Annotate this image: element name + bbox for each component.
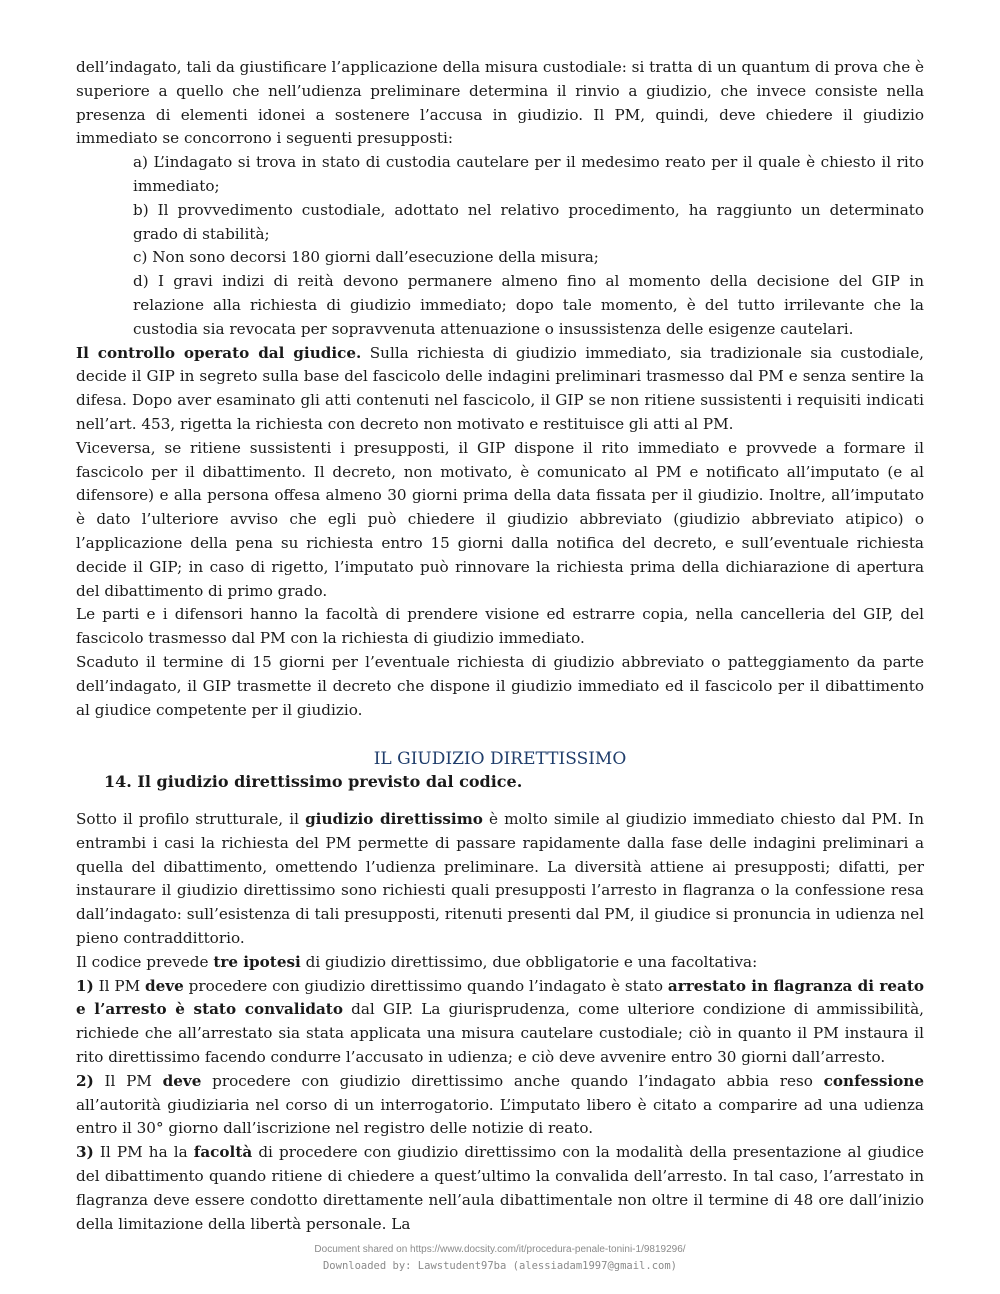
scaduto-paragraph: Scaduto il termine di 15 giorni per l’eventuale richiesta di giudizio abbreviato o patteggiamento da parte dell’indagato, il GIP trasmette il decreto che dispone il giudizio immediato ed il fascicolo per il dibattimento al giudice competente per il giudizio. bbox=[76, 652, 924, 719]
structure-paragraph bbox=[76, 808, 924, 951]
text-run: Sotto il profilo strutturale, il bbox=[76, 810, 306, 828]
list-item-b: b) Il provvedimento custodiale, adottato nel relativo procedimento, ha raggiunto un determinato grado di stabilità; bbox=[133, 200, 924, 243]
hypothesis-1 bbox=[76, 975, 924, 1070]
text-run: procedere con giudizio direttissimo anche quando l’indagato abbia reso bbox=[201, 1071, 824, 1090]
bold-term: arrestato in flagranza di reato e l’arresto è stato convalidato bbox=[76, 976, 924, 1019]
text-run: Il PM ha la bbox=[93, 1143, 194, 1162]
text-run: è molto simile al giudizio immediato chiesto dal PM. In entrambi i casi la richiesta del PM permette di passare rapidamente dalla fase delle indagini preliminari a quella del dibattimento, omettendo l’udienza preliminare. La diversità attiene ai presupposti; difatti, per instaurare il giudizio direttissimo sono richiesti quali presupposti l’arresto in flagranza o la confessione resa dall’indagato: sull’esistenza di tali presupposti, ritenuti presenti dal PM, il giudice si pronuncia in udienza nel pieno contraddittorio. bbox=[76, 810, 924, 947]
bold-term: deve bbox=[162, 1071, 202, 1090]
intro-paragraph: dell’indagato, tali da giustificare l’applicazione della misura custodiale: si tratta di un quantum di prova che è superiore a quello che nell’udienza preliminare determina il rinvio a giudizio, che invece consiste nella presenza di elementi idonei a sostenere l’accusa in giudizio. Il PM, quindi, deve chiedere il giudizio immediato se concorrono i seguenti presupposti: bbox=[76, 58, 924, 148]
parti-paragraph: Le parti e i difensori hanno la facoltà di prendere visione ed estrarre copia, nella cancelleria del GIP, del fascicolo trasmesso dal PM con la richiesta di giudizio immediato. bbox=[76, 605, 924, 648]
list-item-a: a) L’indagato si trova in stato di custodia cautelare per il medesimo reato per il quale è chiesto il rito immediato; bbox=[133, 153, 924, 195]
bold-term: giudizio direttissimo bbox=[305, 810, 483, 828]
hypothesis-2 bbox=[76, 1070, 924, 1141]
bold-term: facoltà bbox=[193, 1143, 253, 1162]
section-body bbox=[76, 808, 924, 1236]
viceversa-paragraph: Viceversa, se ritiene sussistenti i presupposti, il GIP dispone il rito immediato e provvede a formare il fascicolo per il dibattimento. Il decreto, non motivato, è comunicato al PM e notificato all’imputato (e al difensore) e alla persona offesa almeno 30 giorni prima della data fissata per il giudizio. Inoltre, all’imputato è dato l’ulteriore avviso che egli può chiedere il giudizio abbreviato (giudizio abbreviato atipico) o l’applicazione della pena su richiesta entro 15 giorni dalla notifica del decreto, e sull’eventuale richiesta decide il GIP; in caso di rigetto, l’imputato può rinnovare la richiesta prima della dichiarazione di apertura del dibattimento di primo grado. bbox=[76, 438, 924, 600]
text-run: Il codice prevede bbox=[76, 952, 214, 971]
footer-downloaded-by: Downloaded by: Lawstudent97ba (alessiadam1997@gmail.com) bbox=[322, 1260, 677, 1272]
hypothesis-number: 2) bbox=[76, 1071, 94, 1090]
section-title: IL GIUDIZIO DIRETTISSIMO bbox=[373, 749, 627, 769]
text-run: Il PM bbox=[93, 976, 145, 995]
text-run: di giudizio direttissimo, due obbligatorie e una facoltativa: bbox=[300, 952, 758, 971]
hypothesis-number: 1) bbox=[76, 976, 94, 995]
text-run: procedere con giudizio direttissimo quando l’indagato è stato bbox=[183, 976, 668, 995]
text-run: all’autorità giudiziaria nel corso di un interrogatorio. L’imputato libero è citato a comparire ad una udienza entro il 30° giorno dall’iscrizione nel registro delle notizie di reato. bbox=[76, 1095, 924, 1138]
bold-term: confessione bbox=[823, 1071, 924, 1090]
text-run: Il PM bbox=[93, 1071, 163, 1090]
footer-shared-link[interactable]: Document shared on https://www.docsity.com/it/procedura-penale-tonini-1/9819296/ bbox=[314, 1244, 686, 1255]
text-run: di procedere con giudizio direttissimo con la modalità della presentazione al giudice del dibattimento quando ritiene di chiedere a quest’ultimo la convalida dell’arresto. In tal caso, l’arrestato in flagranza deve essere condotto direttamente nell’aula dibattimentale non oltre il termine di 48 ore dall’inizio della limitazione della libertà personale. La bbox=[76, 1143, 924, 1233]
hypothesis-number: 3) bbox=[76, 1143, 94, 1162]
text-run: dal GIP. La giurisprudenza, come ulteriore condizione di ammissibilità, richiede che all’arrestato sia stata applicata una misura cautelare custodiale; ciò in quanto il PM instaura il rito direttissimo facendo condurre l’accusato in udienza; e ciò deve avvenire entro 30 giorni dall’arresto. bbox=[76, 1000, 924, 1066]
hypotheses-intro bbox=[76, 951, 924, 975]
list-item-d: d) I gravi indizi di reità devono permanere almeno fino al momento della decisione del GIP in relazione alla richiesta di giudizio immediato; dopo tale momento, è del tutto irrilevante che la custodia sia revocata per sopravvenuta attenuazione o insussistenza delle esigenze cautelari. bbox=[133, 272, 924, 338]
controllo-text: Sulla richiesta di giudizio immediato, sia tradizionale sia custodiale, decide il GIP in segreto sulla base del fascicolo delle indagini preliminari trasmesso dal PM e senza sentire la difesa. Dopo aver esaminato gli atti contenuti nel fascicolo, il GIP se non ritiene sussistenti i requisiti indicati nell’art. 453, rigetta la richiesta con decreto non motivato e restituisce gli atti al PM. bbox=[76, 343, 925, 433]
list-item-c: c) Non sono decorsi 180 giorni dall’esecuzione della misura; bbox=[133, 248, 599, 267]
document-body bbox=[76, 56, 924, 722]
hypothesis-3 bbox=[76, 1141, 924, 1236]
bold-term: deve bbox=[145, 976, 184, 995]
controllo-heading: Il controllo operato dal giudice. bbox=[76, 343, 362, 362]
section-subtitle: 14. Il giudizio direttissimo previsto dal codice. bbox=[104, 772, 523, 791]
controllo-paragraph bbox=[76, 342, 924, 437]
bold-term: tre ipotesi bbox=[213, 952, 301, 971]
